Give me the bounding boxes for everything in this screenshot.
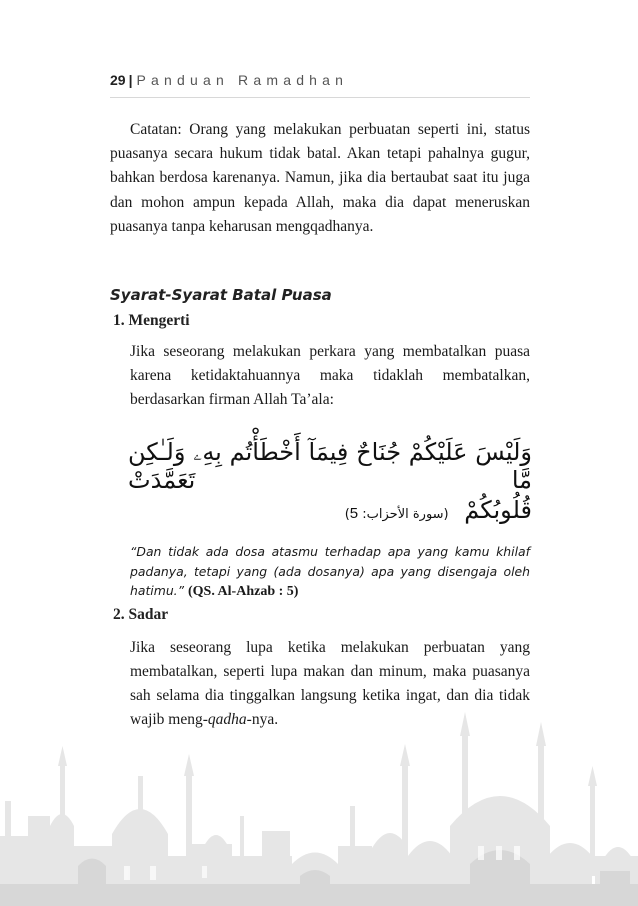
header-separator: | [128,72,133,88]
quran-verse-line2 [128,496,532,524]
surah-reference-open: (سورة الأحزاب: [358,507,449,522]
verse-citation: (QS. Al-Ahzab : 5) [187,584,299,599]
quran-verse-line1: وَلَيْسَ عَلَيْكُمْ جُنَاحٌ فِيمَآ أَخْطَأْتُم بِهِۦ وَلَـٰكِن مَّا تَعَمَّدَتْ [128,438,532,494]
surah-reference-close: ) [344,507,350,522]
page-number: 29 [110,72,126,88]
surah-verse-number: 5 [349,505,359,522]
sadar-text-end: -nya. [246,711,279,728]
running-header [110,72,530,98]
verse-translation [130,542,530,602]
section-title: Syarat-Syarat Batal Puasa [110,286,332,304]
item-body-mengerti: Jika seseorang melakukan perkara yang membatalkan puasa karena ketidaktahuannya maka tidaklah membatalkan, berdasarkan firman Allah Ta’ala: [130,343,530,408]
item-title-sadar: 2. Sadar [113,606,169,623]
qadha-term: qadha [207,711,247,728]
book-title: Panduan Ramadhan [136,72,349,88]
translation-text: “Dan tidak ada dosa atasmu terhadap apa yang kamu khilaf padanya, tetapi yang (ada dosanya) apa yang disengaja oleh hatimu.” [130,544,530,598]
surah-reference [345,507,449,522]
note-paragraph: Catatan: Orang yang melakukan perbuatan seperti ini, status puasanya secara hukum tidak batal. Akan tetapi pahalnya gugur, bahkan berdosa karenanya. Namun, jika dia bertaubat saat itu juga dan mohon ampun kepada Allah, maka dia dapat meneruskan puasanya tanpa keharusan mengqadhanya. [110,121,530,235]
item-title-mengerti: 1. Mengerti [113,312,190,329]
quran-verse-word: قُلُوبُكُمْ [464,496,532,524]
sadar-text: Jika seseorang lupa ketika melakukan perbuatan yang membatalkan, seperti lupa makan dan minum, maka puasanya sah selama dia tinggalkan langsung ketika ingat, dan dia tidak wajib meng- [130,639,530,728]
mosque-skyline-decoration [0,706,638,906]
